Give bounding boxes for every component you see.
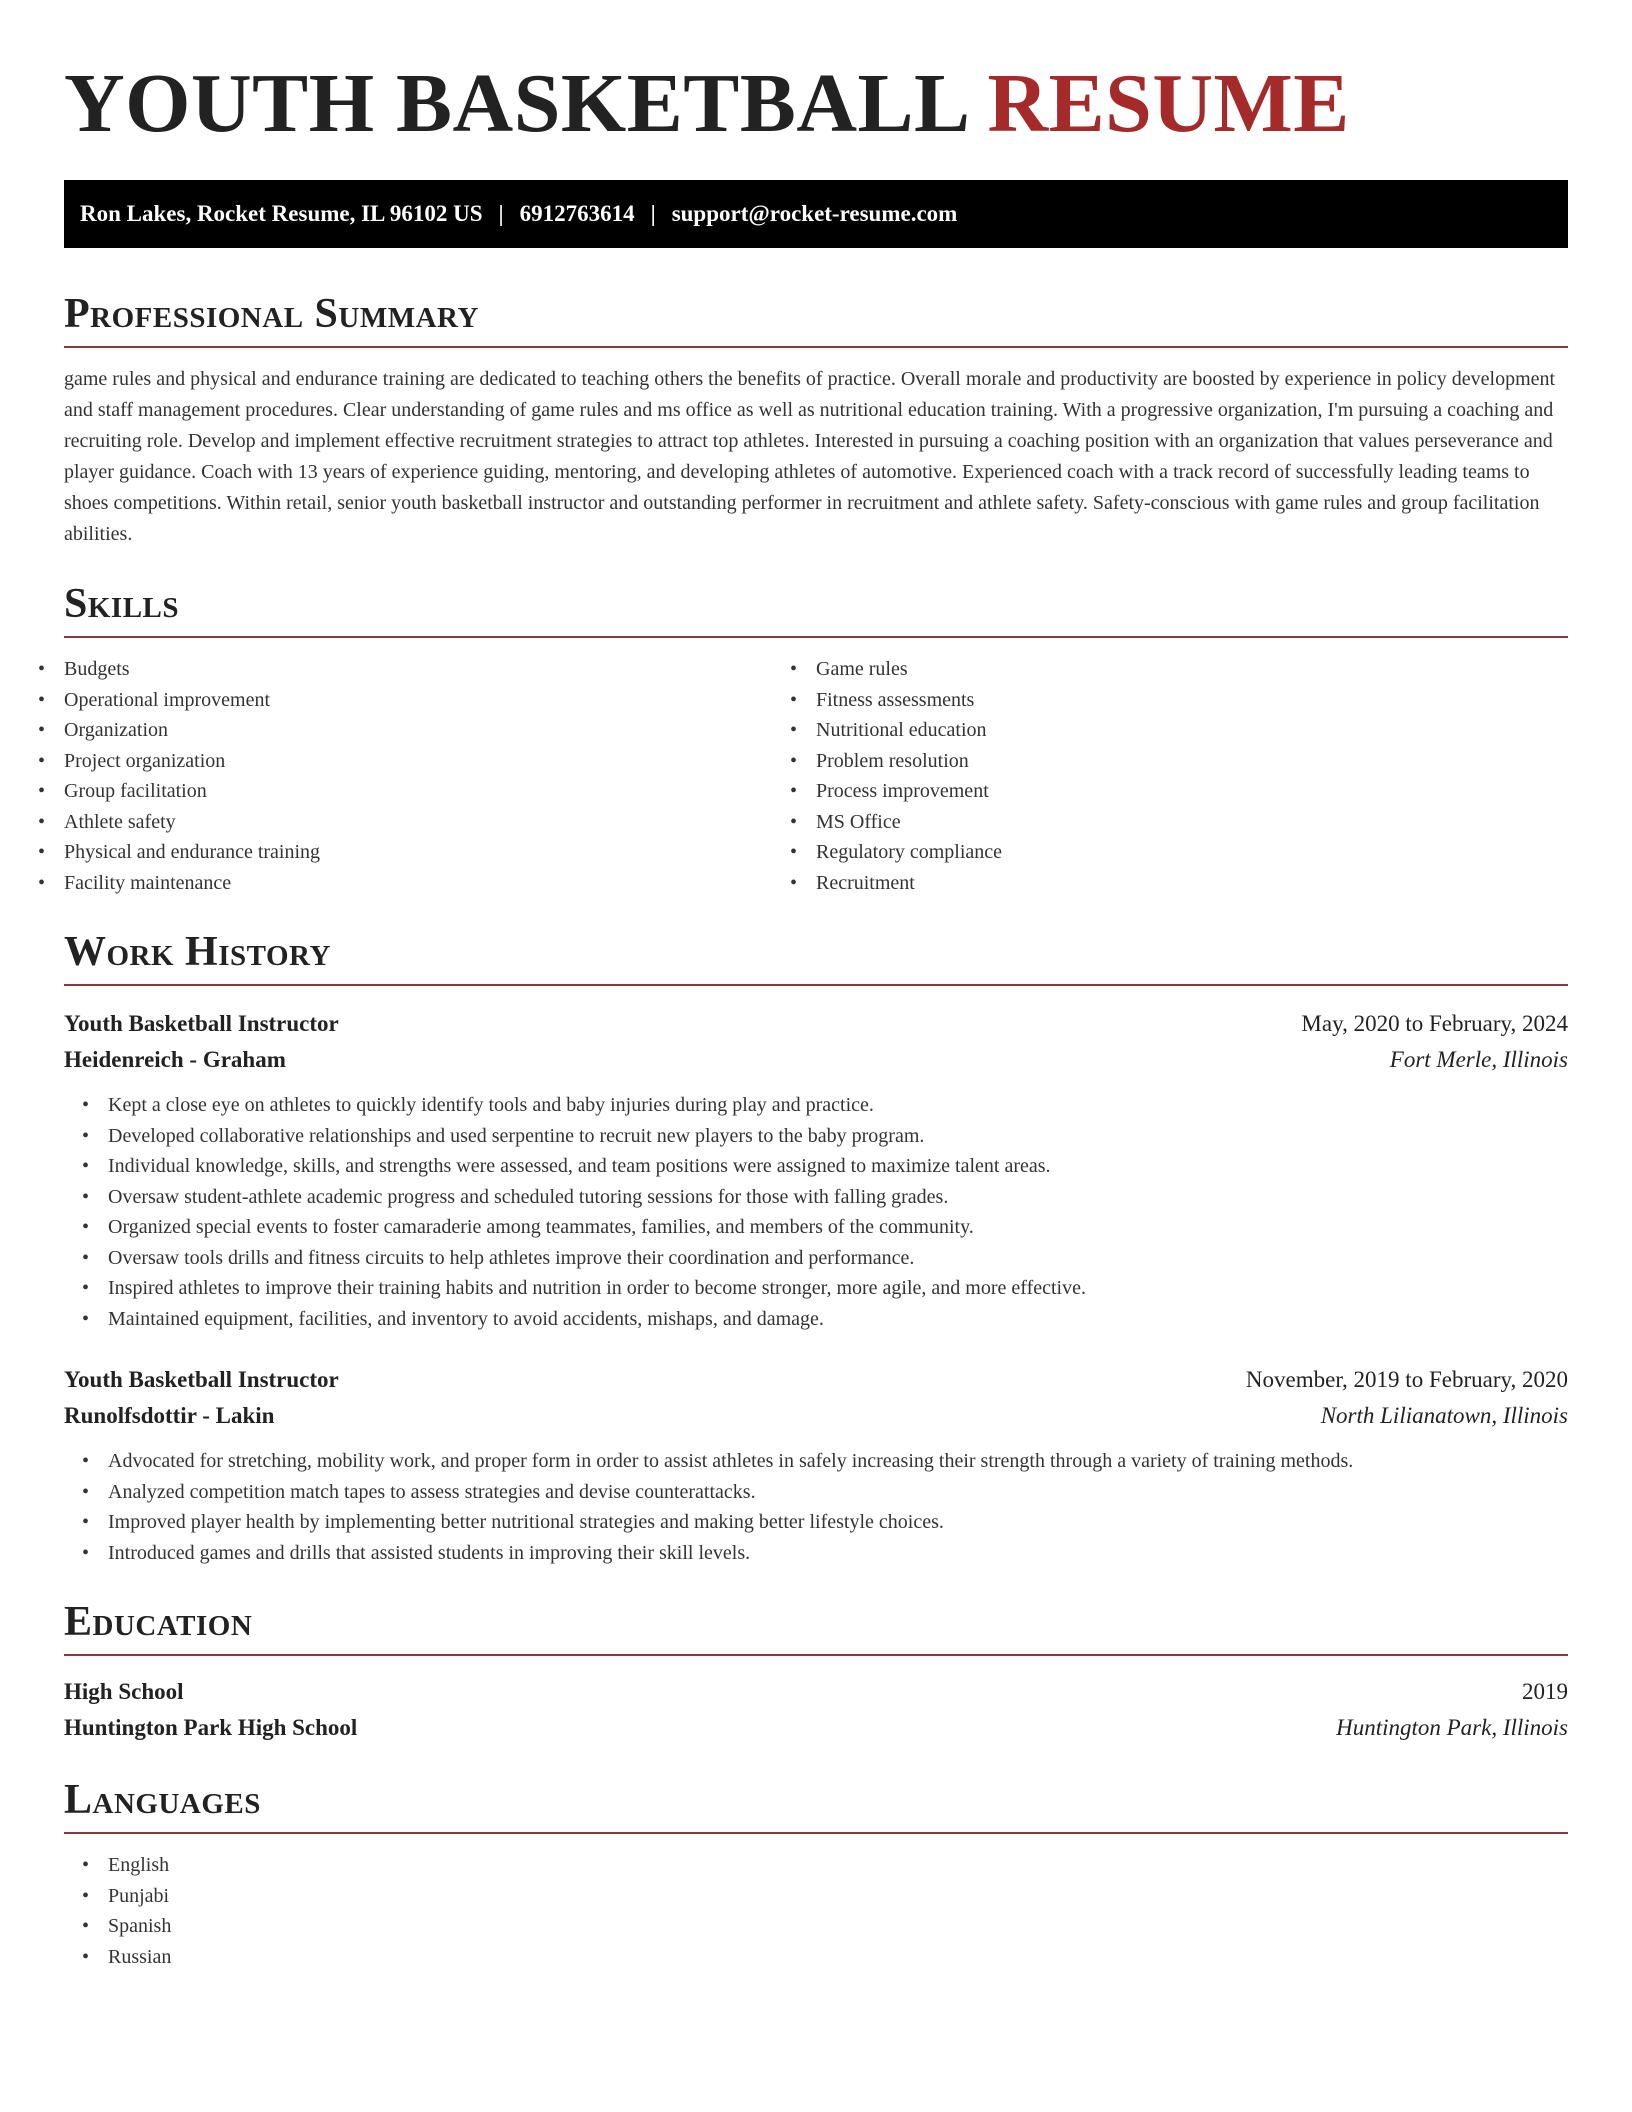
education-school-row [64, 1710, 1568, 1746]
job-duty: • Improved player health by implementing better nutritional strategies and making better lifestyle choices. [108, 1507, 1568, 1538]
job-duty: • Oversaw tools drills and fitness circuits to help athletes improve their coordination and performance. [108, 1243, 1568, 1274]
contact-phone: 6912763614 [519, 201, 635, 226]
job-duty: • Inspired athletes to improve their training habits and nutrition in order to become stronger, more agile, and more effective. [108, 1273, 1568, 1304]
contact-email: support@rocket-resume.com [671, 201, 958, 226]
job-location: Fort Merle, Illinois [1389, 1047, 1568, 1072]
skill-item: • Problem resolution [816, 746, 1568, 777]
job-title-row [64, 1362, 1568, 1398]
skill-item: • Group facilitation [64, 776, 816, 807]
job-duty: • Organized special events to foster camaraderie among teammates, families, and members of the community. [108, 1212, 1568, 1243]
job-duty: • Analyzed competition match tapes to assess strategies and devise counterattacks. [108, 1477, 1568, 1508]
job-duties-list [64, 1090, 1568, 1334]
work-history-heading: Work History [64, 926, 1568, 986]
job-title: Youth Basketball Instructor [64, 1011, 339, 1036]
education-entry [64, 1674, 1568, 1746]
job-company: Runolfsdottir - Lakin [64, 1403, 275, 1428]
skills-section [64, 578, 1568, 898]
job-duty: • Maintained equipment, facilities, and inventory to avoid accidents, mishaps, and damage. [108, 1304, 1568, 1335]
skill-item: • Regulatory compliance [816, 837, 1568, 868]
language-item: • Spanish [108, 1911, 1568, 1942]
education-degree-row [64, 1674, 1568, 1710]
job-title: Youth Basketball Instructor [64, 1367, 339, 1392]
summary-text: game rules and physical and endurance training are dedicated to teaching others the benefits of practice. Overall morale and productivity are boosted by experience in policy development and staff management procedures. Clear understanding of game rules and ms office as well as nutritional education training. With a progressive organization, I'm pursuing a coaching and recruiting role. Develop and implement effective recruitment strategies to attract top athletes. Interested in pursuing a coaching position with an organization that values perseverance and player guidance. Coach with 13 years of experience guiding, mentoring, and developing athletes of automotive. Experienced coach with a track record of successfully leading teams to shoes competitions. Within retail, senior youth basketball instructor and outstanding performer in recruitment and athlete safety. Safety-conscious with game rules and group facilitation abilities. [64, 368, 1556, 545]
job-duty: • Advocated for stretching, mobility work, and proper form in order to assist athletes in safely increasing their strength through a variety of training methods. [108, 1446, 1568, 1477]
job-dates: November, 2019 to February, 2020 [1245, 1367, 1568, 1392]
job-entry [64, 1006, 1568, 1334]
job-duty: • Developed collaborative relationships and used serpentine to recruit new players to the baby program. [108, 1121, 1568, 1152]
language-item: • Russian [108, 1942, 1568, 1973]
skill-item: • Athlete safety [64, 807, 816, 838]
job-duty: • Oversaw student-athlete academic progress and scheduled tutoring sessions for those with falling grades. [108, 1182, 1568, 1213]
skill-item: • Recruitment [816, 868, 1568, 899]
job-company-row [64, 1398, 1568, 1434]
education-school: Huntington Park High School [64, 1715, 358, 1740]
skill-item: • Operational improvement [64, 685, 816, 716]
education-heading: Education [64, 1596, 1568, 1656]
skill-item: • Nutritional education [816, 715, 1568, 746]
languages-heading: Languages [64, 1774, 1568, 1834]
language-item: • Punjabi [108, 1881, 1568, 1912]
education-location: Huntington Park, Illinois [1336, 1715, 1568, 1740]
title-accent: RESUME [987, 57, 1350, 150]
skill-item: • Process improvement [816, 776, 1568, 807]
job-location: North Lilianatown, Illinois [1320, 1403, 1568, 1428]
education-year: 2019 [1522, 1679, 1568, 1704]
skill-item: • Facility maintenance [64, 868, 816, 899]
job-duty: • Introduced games and drills that assisted students in improving their skill levels. [108, 1538, 1568, 1569]
resume-title [64, 0, 1568, 150]
skills-list-left [64, 654, 816, 898]
contact-separator: | [498, 201, 504, 226]
job-duty: • Individual knowledge, skills, and strengths were assessed, and team positions were assigned to maximize talent areas. [108, 1151, 1568, 1182]
skills-grid [64, 654, 1568, 898]
job-duties-list [64, 1446, 1568, 1568]
skill-item: • Physical and endurance training [64, 837, 816, 868]
education-degree: High School [64, 1679, 184, 1704]
job-title-row [64, 1006, 1568, 1042]
contact-bar [64, 180, 1568, 248]
skill-item: • Project organization [64, 746, 816, 777]
work-history-section [64, 926, 1568, 1568]
job-duty: • Kept a close eye on athletes to quickly identify tools and baby injuries during play and practice. [108, 1090, 1568, 1121]
languages-list [64, 1850, 1568, 1972]
skills-heading: Skills [64, 578, 1568, 638]
job-company: Heidenreich - Graham [64, 1047, 286, 1072]
skill-item: • Game rules [816, 654, 1568, 685]
contact-address: Ron Lakes, Rocket Resume, IL 96102 US [80, 201, 483, 226]
skill-item: • Fitness assessments [816, 685, 1568, 716]
skill-item: • Organization [64, 715, 816, 746]
job-company-row [64, 1042, 1568, 1078]
skill-item: • MS Office [816, 807, 1568, 838]
education-section [64, 1596, 1568, 1746]
title-main: YOUTH BASKETBALL [64, 57, 966, 150]
skill-item: • Budgets [64, 654, 816, 685]
contact-separator: | [650, 201, 656, 226]
languages-section [64, 1774, 1568, 1972]
language-item: • English [108, 1850, 1568, 1881]
summary-heading: Professional Summary [64, 288, 1568, 348]
skills-list-right [816, 654, 1568, 898]
job-dates: May, 2020 to February, 2024 [1301, 1011, 1568, 1036]
job-entry [64, 1362, 1568, 1568]
